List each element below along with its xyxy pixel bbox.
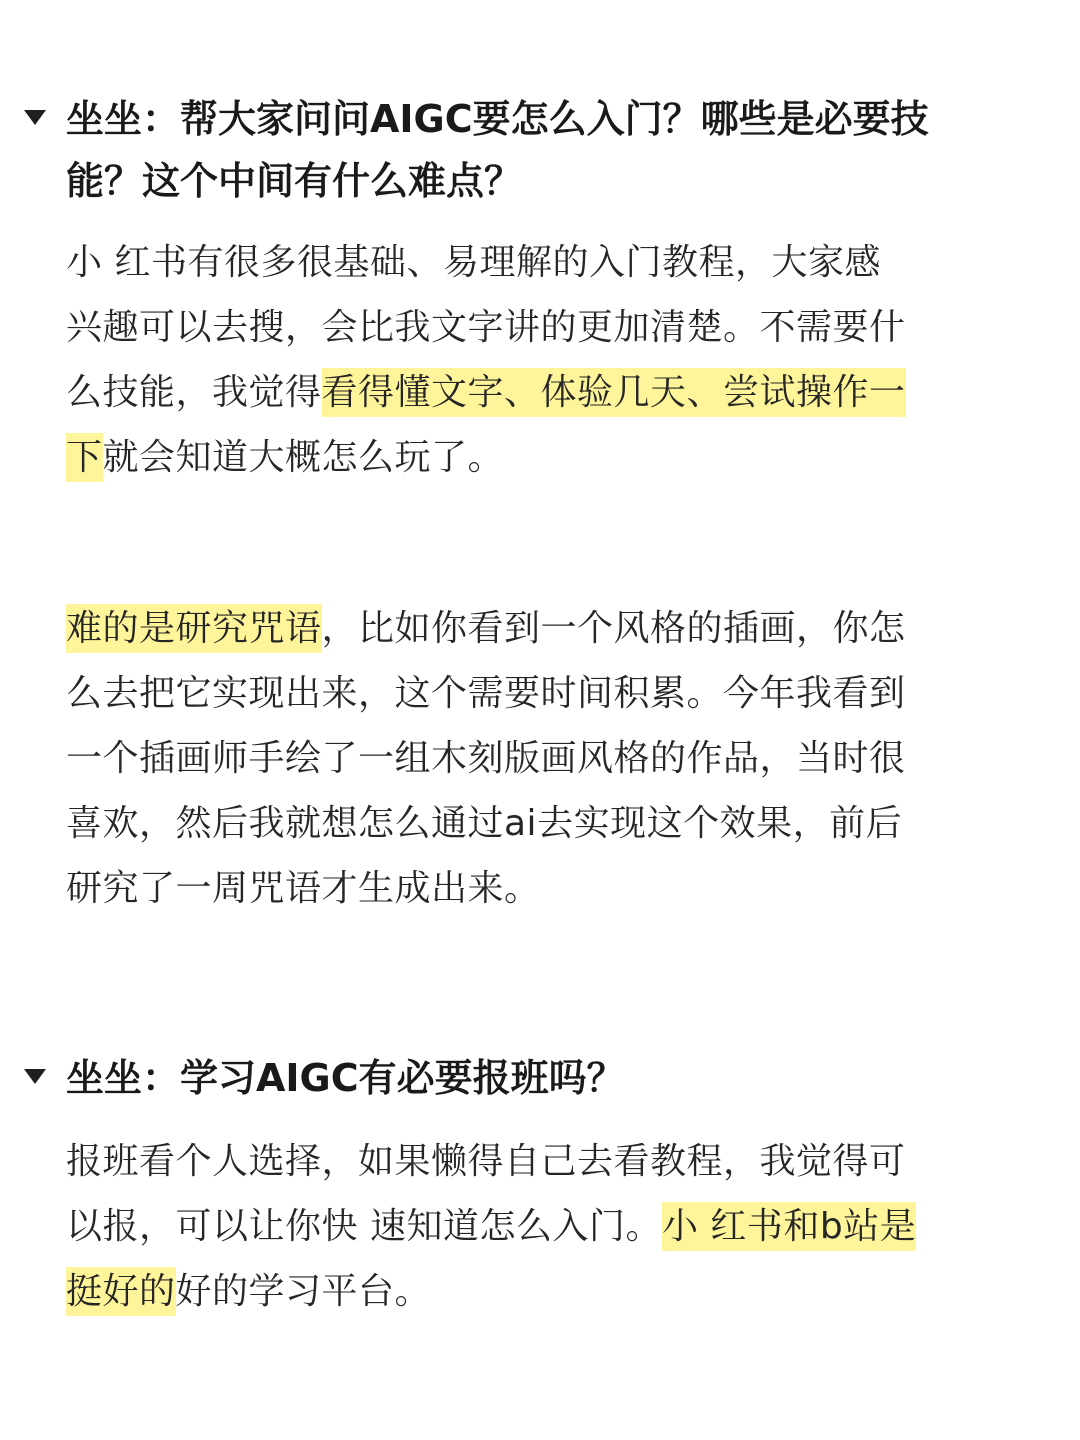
highlight-segment: 小 红书和b站是 [662, 1202, 916, 1251]
toggle-heading-1[interactable] [0, 88, 1080, 212]
highlight-segment: 看得懂文字、体验几天、尝试操作一 [322, 368, 906, 417]
text-line: 喜欢，然后我就想怎么通过ai去实现这个效果，前后 [66, 803, 903, 844]
highlight-segment: 难的是研究咒语 [66, 604, 322, 653]
text-line [66, 360, 1026, 425]
toggle-section-2[interactable] [0, 1047, 1080, 1109]
highlight-segment: 下 [66, 433, 103, 482]
text-line [66, 1259, 1026, 1324]
heading-line: 坐坐：帮大家问问AIGC要怎么入门？哪些是必要技 [66, 97, 929, 141]
text-line: 研究了一周咒语才生成出来。 [66, 868, 541, 909]
caret-down-icon[interactable] [24, 1069, 46, 1084]
paragraph-difficulty-prompts [66, 596, 1026, 921]
text-segment: 就会知道大概怎么玩了。 [102, 437, 505, 478]
text-line [66, 596, 1026, 661]
text-segment: 好的学习平台。 [175, 1271, 432, 1312]
text-line [66, 1194, 1026, 1259]
toggle-heading-2[interactable] [0, 1047, 1080, 1109]
highlight-segment: 挺好的 [66, 1267, 176, 1316]
paragraph-class-advice [66, 1129, 1026, 1324]
paragraph-intro-tutorials [66, 230, 1026, 490]
text-segment: 以报，可以让你快 速知道怎么入门。 [66, 1206, 662, 1247]
caret-down-icon[interactable] [24, 110, 46, 125]
text-line: 一个插画师手绘了一组木刻版画风格的作品，当时很 [66, 738, 906, 779]
text-line: 小 红书有很多很基础、易理解的入门教程，大家感 [66, 242, 881, 283]
text-segment: 么技能，我觉得 [66, 372, 322, 413]
text-line: 么去把它实现出来，这个需要时间积累。今年我看到 [66, 673, 906, 714]
heading-line: 坐坐：学习AIGC有必要报班吗？ [66, 1056, 625, 1100]
text-line: 兴趣可以去搜，会比我文字讲的更加清楚。不需要什 [66, 307, 906, 348]
text-line: 报班看个人选择，如果懒得自己去看教程，我觉得可 [66, 1141, 906, 1182]
text-line [66, 425, 1026, 490]
heading-line: 能？这个中间有什么难点？ [66, 159, 523, 203]
text-segment: ，比如你看到一个风格的插画，你怎 [321, 608, 906, 649]
toggle-section-1[interactable] [0, 88, 1080, 212]
